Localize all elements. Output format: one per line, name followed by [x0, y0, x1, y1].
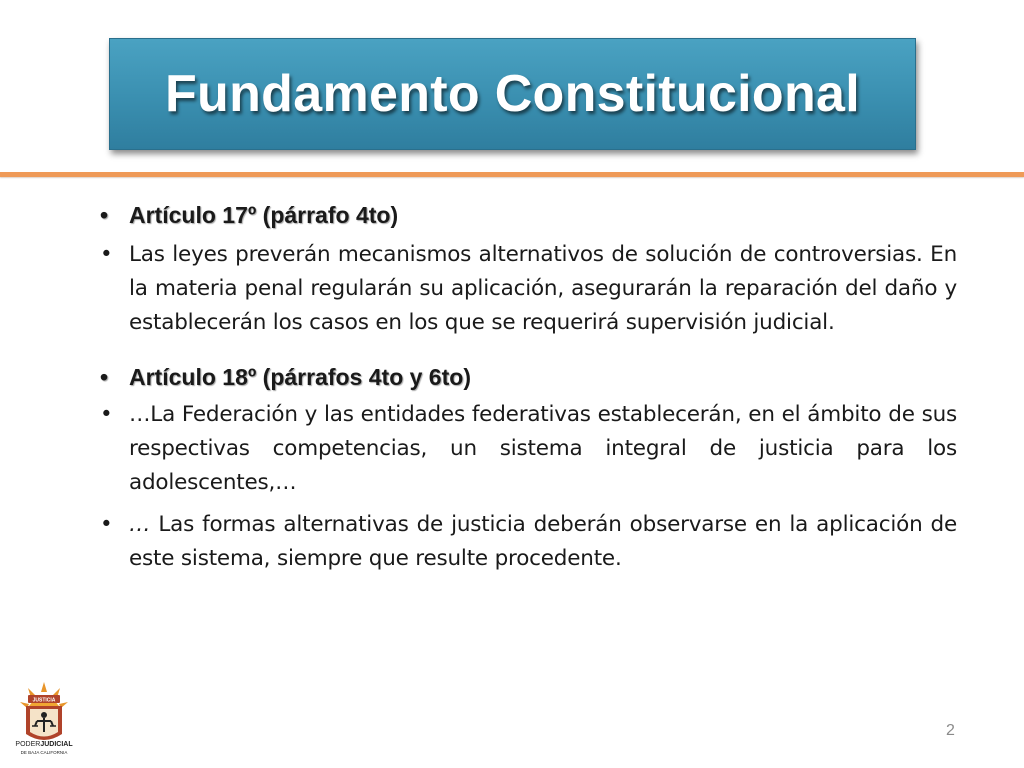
heading-text: Artículo 17º (párrafo 4to [129, 202, 391, 228]
heading-close-paren: ) [463, 364, 471, 390]
list-item-body-art18-b [100, 508, 957, 576]
list-item-heading-art17 [100, 198, 957, 232]
slide-title: Fundamento Constitucional [164, 65, 861, 123]
list-item-body-art18-a [100, 398, 957, 500]
body-text: Las formas alternativas de justicia deberán observarse en la aplicación de este sistema, siempre que resulte procedente. [129, 512, 957, 571]
heading-text: Artículo 18º (párrafos 4to y 6to [129, 364, 464, 390]
page-number: 2 [946, 722, 955, 739]
logo-banner-text: JUSTICIA [32, 697, 56, 704]
heading-close-paren: ) [390, 202, 399, 228]
body-text: …La Federación y las entidades federativas establecerán, en el ámbito de sus respectivas competencias, un sistema integral de justicia para los adolescentes,… [129, 402, 957, 495]
list-item-heading-art18 [100, 360, 957, 394]
list-item-body-art17 [100, 238, 957, 340]
body-text: Las leyes preverán mecanismos alternativos de solución de controversias. En la materia penal regularán su aplicación, asegurarán la reparación del daño y establecerán los casos en los que se requerirá supervisión judicial. [129, 242, 957, 335]
title-banner [109, 38, 916, 150]
logo-text [8, 741, 80, 757]
leading-ellipsis: … [129, 512, 151, 537]
bullet-list [100, 198, 957, 576]
logo-name: PODER [15, 741, 41, 748]
logo-name-bold: JUDICIAL [40, 741, 73, 748]
logo-subtitle: DE BAJA CALIFORNIA [20, 750, 68, 755]
orange-divider [0, 172, 1024, 177]
